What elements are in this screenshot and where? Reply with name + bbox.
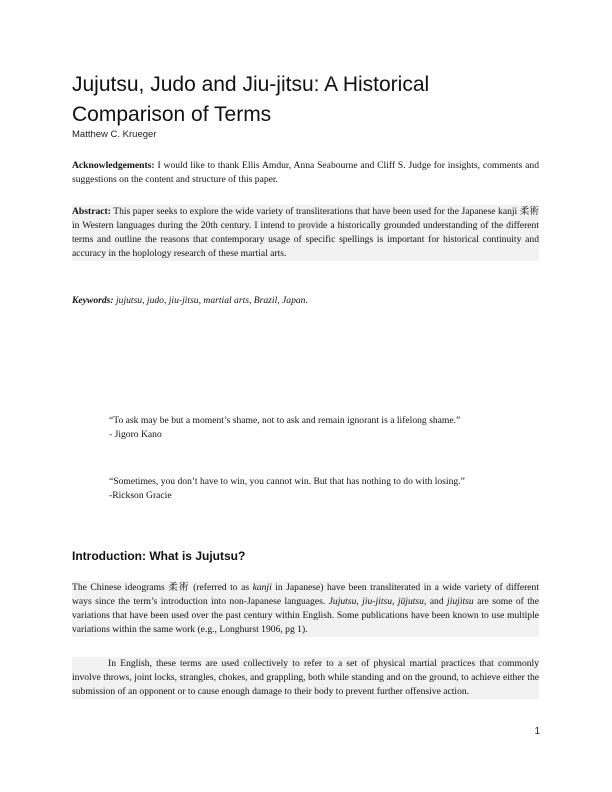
intro-p1-jiujitsu: jiujitsu [447, 596, 474, 607]
quote-attribution: -Rickson Gracie [109, 490, 172, 501]
quote-text: “Sometimes, you don’t have to win, you cannot win. But that has nothing to do with losing.” [109, 476, 465, 487]
intro-paragraph-1 [72, 581, 539, 637]
acknowledgements-paragraph [72, 159, 539, 187]
page-number: 1 [534, 726, 540, 737]
abstract-text: This paper seeks to explore the wide variety of transliterations that have been used for the Japanese kanji 柔術 in Western languages during the 20th century. I intend to provide a historically grounded understanding of the different terms and outline the reasons that contemporary usage of specific spellings is important for historical continuity and accuracy in the hoplology research of these martial arts. [72, 206, 539, 259]
epigraph-quote-1 [109, 414, 509, 442]
keywords-label: Keywords: [72, 295, 114, 306]
acknowledgements-text: I would like to thank Ellis Amdur, Anna Seabourne and Cliff S. Judge for insights, comments and suggestions on the content and structure of this paper. [72, 160, 539, 185]
intro-p1-part-a: The Chinese ideograms 柔術 (referred to as [72, 582, 253, 593]
intro-p1-part-d: are some of the variations that have been used over the past century within English. Some publications have been known to use multiple variations within the same work (e.g., Longhurst 1906, pg 1). [72, 596, 539, 635]
intro-p1-part-c: , and [423, 596, 448, 607]
keywords-text: jujutsu, judo, jiu-jitsu, martial arts, Brazil, Japan. [115, 295, 308, 306]
acknowledgements-label: Acknowledgements: [72, 160, 155, 171]
epigraph-quote-2 [109, 475, 509, 503]
abstract-label: Abstract: [72, 206, 111, 217]
intro-p2-text: In English, these terms are used collectively to refer to a set of physical martial practices that commonly involve throws, joint locks, strangles, chokes, and grappling, both while standing and on the ground, to achieve either the submission of an opponent or to cause enough damage to their body to prevent further offensive action. [72, 658, 539, 697]
keywords-paragraph [72, 294, 539, 308]
intro-p1-kanji-term: kanji [252, 582, 272, 593]
paper-title: Jujutsu, Judo and Jiu-jitsu: A Historical Comparison of Terms [72, 73, 430, 126]
intro-paragraph-2 [72, 657, 539, 699]
intro-p1-part-b: in Japanese) have been transliterated in a wide variety of different ways since the term’s introduction into non-Japanese languages. [72, 582, 540, 607]
quote-attribution: - Jigoro Kano [109, 429, 162, 440]
intro-p1-terms: Jujutsu, jiu-jitsu, jūjutsu [328, 596, 424, 607]
section-heading-introduction: Introduction: What is Jujutsu? [72, 549, 246, 563]
author-name: Matthew C. Krueger [72, 129, 157, 140]
quote-text: “To ask may be but a moment’s shame, not to ask and remain ignorant is a lifelong shame.” [109, 415, 461, 426]
abstract-paragraph [72, 205, 539, 261]
